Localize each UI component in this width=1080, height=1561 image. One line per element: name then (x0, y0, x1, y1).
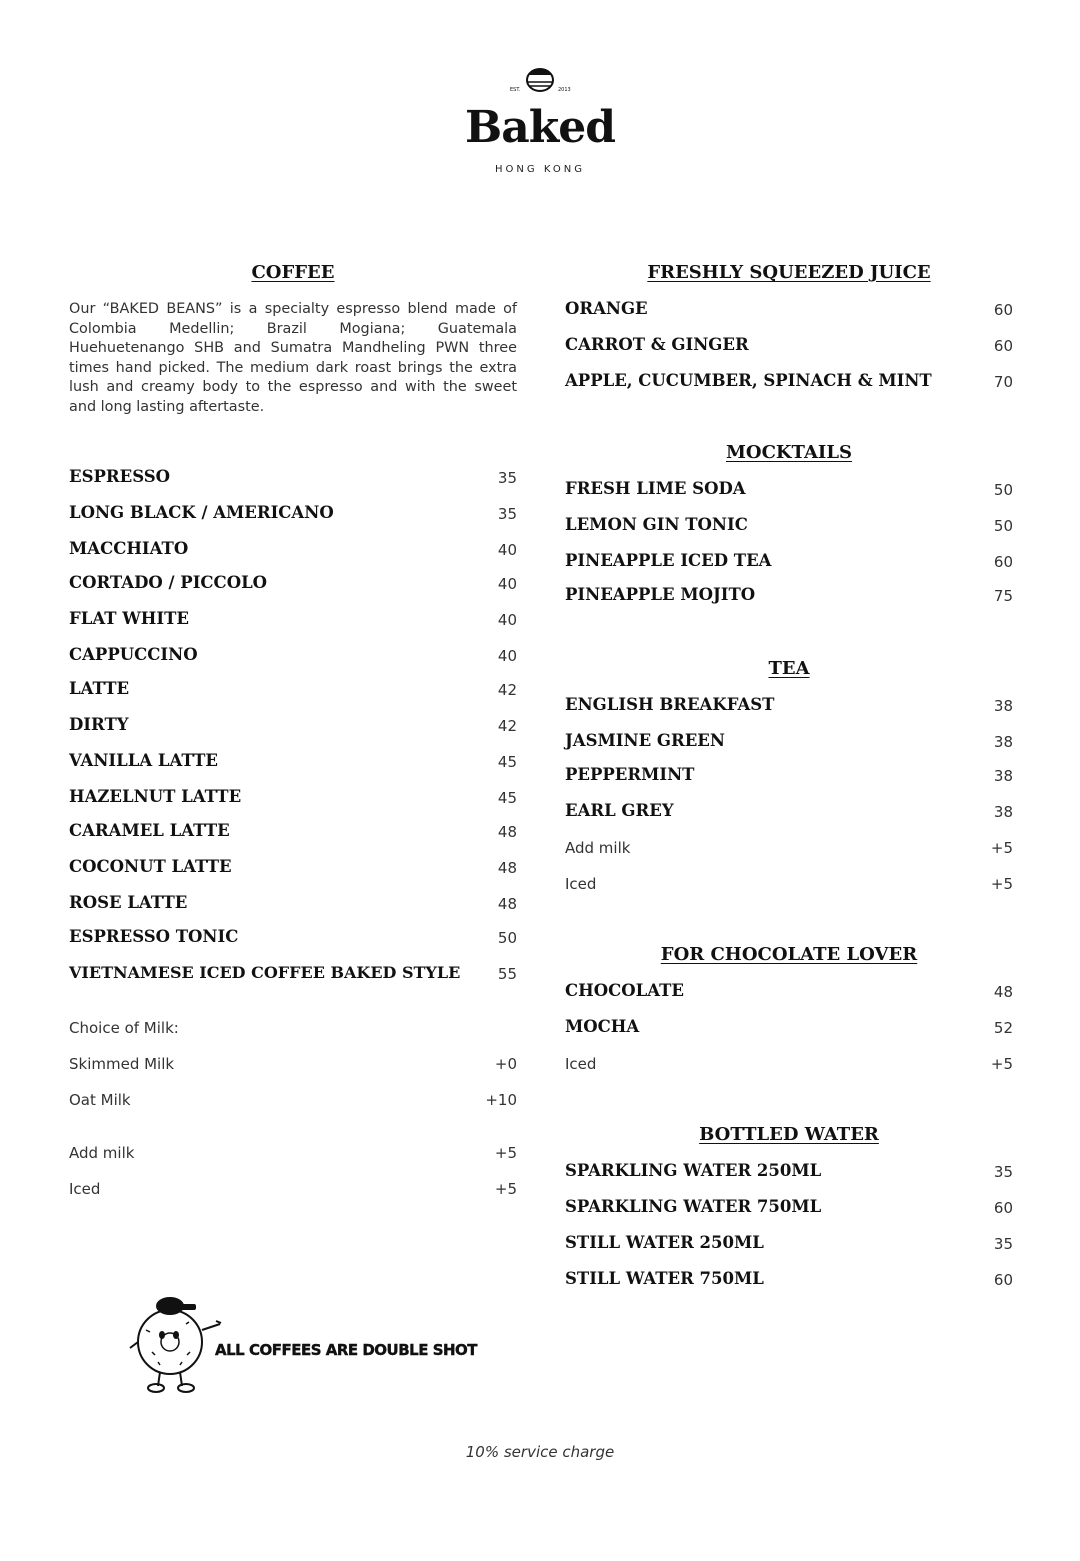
menu-item-name: SPARKLING WATER 750ML (565, 1197, 822, 1216)
extra-price: +5 (494, 1144, 517, 1162)
menu-item-price: 60 (993, 337, 1013, 355)
menu-item-name: VANILLA LATTE (69, 751, 218, 770)
extra-price: +5 (990, 1055, 1013, 1073)
milk-choice-label: Choice of Milk: (69, 1019, 179, 1037)
menu-item-name: ROSE LATTE (69, 893, 188, 912)
menu-item-name: CHOCOLATE (565, 981, 684, 1000)
menu-item-price: 48 (993, 983, 1013, 1001)
menu-item-price: 50 (497, 929, 517, 947)
menu-item-price: 52 (993, 1019, 1013, 1037)
svg-text:2013: 2013 (558, 87, 571, 93)
menu-item-price: 45 (497, 789, 517, 807)
menu-item-price: 60 (993, 1199, 1013, 1217)
menu-item-name: ESPRESSO TONIC (69, 927, 239, 946)
menu-item-price: 70 (993, 373, 1013, 391)
extra-name: Iced (69, 1180, 101, 1198)
menu-item-price: 35 (993, 1163, 1013, 1181)
menu-item-name: APPLE, CUCUMBER, SPINACH & MINT (565, 371, 932, 390)
bagel-logo-icon (505, 58, 575, 98)
mocktails-heading: MOCKTAILS (725, 442, 853, 463)
menu-item-price: 40 (497, 611, 517, 629)
water-heading: BOTTLED WATER (699, 1124, 879, 1145)
extra-name: Add milk (69, 1144, 135, 1162)
menu-item-price: 60 (993, 301, 1013, 319)
menu-item-name: CAPPUCCINO (69, 645, 198, 664)
menu-item-price: 40 (497, 575, 517, 593)
milk-option-price: +10 (485, 1091, 517, 1109)
menu-item-name: CORTADO / PICCOLO (69, 573, 268, 592)
milk-option-price: +0 (494, 1055, 517, 1073)
tea-heading: TEA (768, 658, 810, 679)
extra-price: +5 (990, 839, 1013, 857)
menu-item-name: ENGLISH BREAKFAST (565, 695, 775, 714)
menu-item-name: LATTE (69, 679, 130, 698)
menu-item-price: 38 (993, 697, 1013, 715)
menu-item-price: 55 (497, 965, 517, 983)
menu-item-name: EARL GREY (565, 801, 674, 820)
milk-option-name: Oat Milk (69, 1091, 131, 1109)
menu-item-price: 35 (497, 469, 517, 487)
menu-item-price: 35 (993, 1235, 1013, 1253)
menu-item-price: 38 (993, 803, 1013, 821)
svg-text:EST.: EST. (510, 87, 521, 93)
menu-item-price: 60 (993, 1271, 1013, 1289)
extra-price: +5 (990, 875, 1013, 893)
service-charge-note: 10% service charge (465, 1443, 615, 1461)
menu-item-price: 75 (993, 587, 1013, 605)
bagel-mascot-icon (128, 1290, 228, 1400)
brand-name: Baked (465, 102, 615, 153)
milk-option-name: Skimmed Milk (69, 1055, 175, 1073)
extra-name: Iced (565, 875, 597, 893)
menu-item-name: PINEAPPLE MOJITO (565, 585, 756, 604)
menu-item-name: STILL WATER 250ML (565, 1233, 764, 1252)
menu-item-price: 38 (993, 767, 1013, 785)
menu-item-name: HAZELNUT LATTE (69, 787, 242, 806)
extra-price: +5 (494, 1180, 517, 1198)
menu-item-price: 48 (497, 895, 517, 913)
coffee-description: Our “BAKED BEANS” is a specialty espresso blend made of Colombia Medellin; Brazil Mogiana; Guatemala Huehuetenango SHB and Sumatra Mandheling PWN three times hand picked. The medium dark roast brings the extra lush and creamy body to the espresso and with the sweet and long lasting aftertaste. (69, 301, 517, 415)
menu-item-name: ORANGE (565, 299, 648, 318)
menu-item-name: ESPRESSO (69, 467, 171, 486)
menu-item-price: 50 (993, 481, 1013, 499)
menu-item-price: 60 (993, 553, 1013, 571)
menu-item-price: 40 (497, 541, 517, 559)
menu-item-name: VIETNAMESE ICED COFFEE BAKED STYLE (69, 963, 461, 982)
menu-item-name: JASMINE GREEN (565, 731, 725, 750)
menu-item-name: DIRTY (69, 715, 129, 734)
menu-item-price: 35 (497, 505, 517, 523)
extra-name: Iced (565, 1055, 597, 1073)
menu-item-name: CARAMEL LATTE (69, 821, 230, 840)
menu-item-name: STILL WATER 750ML (565, 1269, 764, 1288)
menu-item-name: FRESH LIME SODA (565, 479, 746, 498)
menu-item-name: FLAT WHITE (69, 609, 189, 628)
double-shot-note: ALL COFFEES ARE DOUBLE SHOT (215, 1341, 478, 1359)
brand-tagline: HONG KONG (495, 164, 585, 175)
menu-item-price: 38 (993, 733, 1013, 751)
menu-item-name: MACCHIATO (69, 539, 189, 558)
menu-item-price: 42 (497, 717, 517, 735)
menu-item-price: 48 (497, 823, 517, 841)
menu-item-name: LONG BLACK / AMERICANO (69, 503, 334, 522)
menu-item-name: LEMON GIN TONIC (565, 515, 748, 534)
extra-name: Add milk (565, 839, 631, 857)
menu-item-price: 40 (497, 647, 517, 665)
menu-item-price: 45 (497, 753, 517, 771)
juice-heading: FRESHLY SQUEEZED JUICE (647, 262, 931, 283)
menu-item-name: PINEAPPLE ICED TEA (565, 551, 772, 570)
coffee-heading: COFFEE (251, 262, 335, 283)
menu-item-name: COCONUT LATTE (69, 857, 232, 876)
menu-item-name: CARROT & GINGER (565, 335, 749, 354)
menu-item-name: MOCHA (565, 1017, 640, 1036)
chocolate-heading: FOR CHOCOLATE LOVER (660, 944, 918, 965)
menu-item-price: 50 (993, 517, 1013, 535)
menu-item-price: 42 (497, 681, 517, 699)
menu-item-price: 48 (497, 859, 517, 877)
brand-logo (440, 58, 640, 198)
menu-item-name: PEPPERMINT (565, 765, 695, 784)
menu-item-name: SPARKLING WATER 250ML (565, 1161, 822, 1180)
